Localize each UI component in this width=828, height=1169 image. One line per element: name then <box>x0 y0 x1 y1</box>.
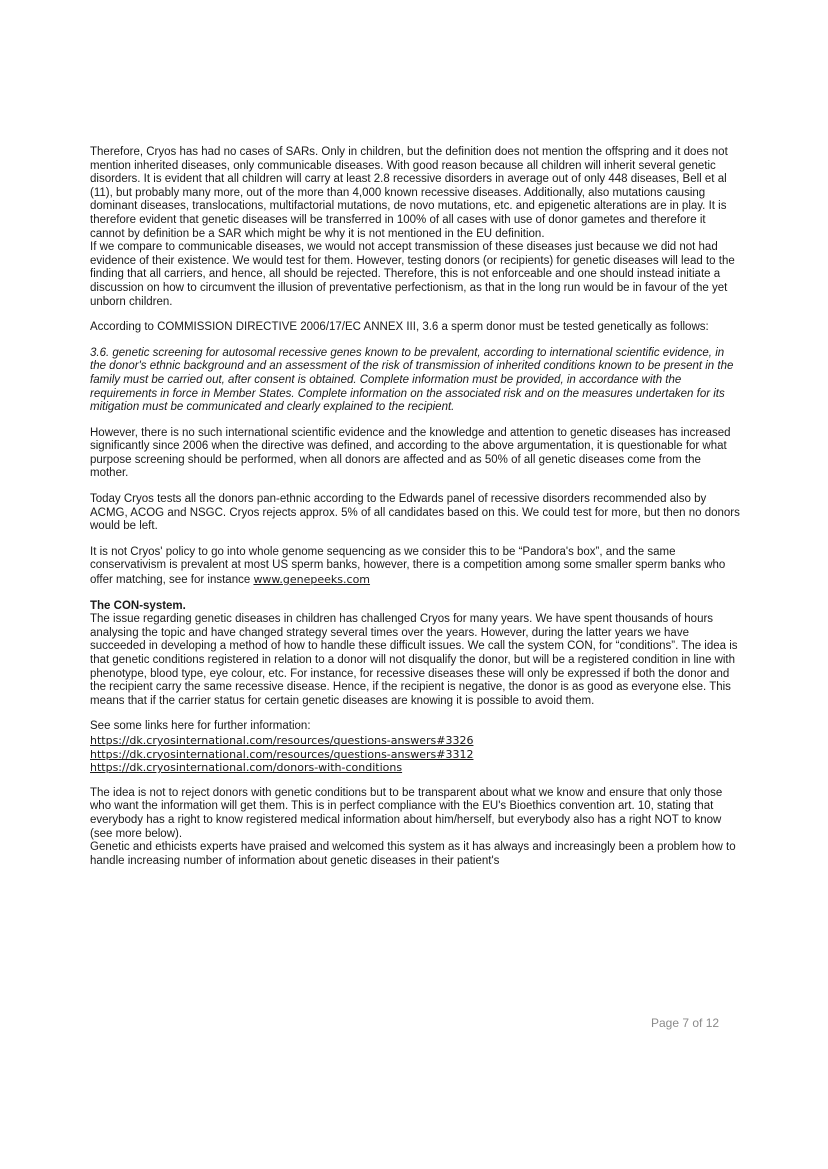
faq-link-3312[interactable]: https://dk.cryosinternational.com/resources/questions-answers#3312 <box>90 747 474 761</box>
paragraph-scientific-evidence: However, there is no such international scientific evidence and the knowledge and attention to genetic diseases has increased significantly since 2006 when the directive was defined, and according to the above argumentation, it is questionable for what purpose screening should be performed, when all donors are affected and as 50% of all genetic diseases come from the mother. <box>90 426 731 480</box>
genome-sequencing-text: It is not Cryos' policy to go into whole genome sequencing as we consider this to be “Pandora's box”, and the same conservativism is prevalent at most US sperm banks, however, there is a competition among some smaller sperm banks who offer matching, see for instance <box>90 545 726 587</box>
paragraph-experts-praise: Genetic and ethicists experts have praised and welcomed this system as it has always and increasingly been a problem how to handle increasing number of information about genetic diseases in their patient's <box>90 841 736 867</box>
page-number: Page 7 of 12 <box>651 1016 720 1030</box>
con-system-heading: The CON-system. <box>90 599 186 612</box>
links-section <box>90 720 740 774</box>
links-intro: See some links here for further information: <box>90 720 311 733</box>
paragraph-commission-directive: According to COMMISSION DIRECTIVE 2006/17/EC ANNEX III, 3.6 a sperm donor must be tested genetically as follows: <box>90 321 709 334</box>
paragraph-edwards-panel: Today Cryos tests all the donors pan-ethnic according to the Edwards panel of recessive disorders recommended also by ACMG, ACOG and NSGC. Cryos rejects approx. 5% of all candidates based on this. We could test for more, but then no donors would be left. <box>90 493 740 533</box>
paragraph-sars: Therefore, Cryos has had no cases of SARs. Only in children, but the definition does not mention the offspring and it does not mention inherited diseases, only communicable diseases. With good reason because all children will inherit several genetic disorders. It is evident that all children will carry at least 2.8 recessive disorders in average out of only 448 diseases, Bell et al (11), but probably many more, out of the more than 4,000 known recessive diseases. Additionally, also mutations causing dominant diseases, translocations, multifactorial mutations, de novo mutations, etc. and epigenetic alterations are in play. It is therefore evident that genetic diseases will be transferred in 100% of all cases with use of donor gametes and therefore it cannot by definition be a SAR which might be why it is not mentioned in the EU definition. <box>90 146 728 240</box>
section-con-system <box>90 600 740 709</box>
genepeeks-link[interactable]: www.genepeeks.com <box>253 573 371 587</box>
paragraph-communicable-comparison: If we compare to communicable diseases, we would not accept transmission of these diseases just because we did not had evidence of their existence. We would test for them. However, testing donors (or recipients) for genetic diseases will lead to the finding that all carriers, and hence, all should be rejected. Therefore, this is not enforceable and one should instead initiate a discussion on how to circumvent the illusion of preventative perfectionism, as that in the long run would be in favour of the yet unborn children. <box>90 241 735 308</box>
paragraph-genome-sequencing <box>90 546 740 588</box>
faq-link-3326[interactable]: https://dk.cryosinternational.com/resources/questions-answers#3326 <box>90 733 474 747</box>
donors-with-conditions-link[interactable]: https://dk.cryosinternational.com/donors-with-conditions <box>90 761 403 775</box>
quote-directive-3-6: 3.6. genetic screening for autosomal recessive genes known to be prevalent, according to international scientific evidence, in the donor's ethnic background and an assessment of the risk of transmission of inherited conditions known to be present in the family must be carried out, after consent is obtained. Complete information must be provided, in accordance with the requirements in force in Member States. Complete information on the associated risk and on the measures undertaken for its mitigation must be communicated and clearly explained to the recipient. <box>90 346 734 414</box>
paragraph-transparency: The idea is not to reject donors with genetic conditions but to be transparent about what we know and ensure that only those who want the information will get them. This is in perfect compliance with the EU's Bioethics convention art. 10, stating that everybody has a right to know registered medical information about him/herself, but everybody also has a right NOT to know (see more below). <box>90 786 723 840</box>
con-system-body: The issue regarding genetic diseases in children has challenged Cryos for many years. We have spent thousands of hours analysing the topic and have changed strategy several times over the years. However, during the latter years we have succeeded in developing a method of how to handle these difficult issues. We call the system CON, for “conditions”. The idea is that genetic conditions registered in relation to a donor will not disqualify the donor, but will be a registered condition in line with phenotype, blood type, eye colour, etc. For instance, for recessive diseases these will only be expressed if both the donor and the recipient carry the same recessive disease. Hence, if the recipient is negative, the donor is as good as everyone else. This means that if the carrier status for certain genetic diseases are knowing it is possible to avoid them. <box>90 613 738 707</box>
document-page <box>90 146 740 880</box>
